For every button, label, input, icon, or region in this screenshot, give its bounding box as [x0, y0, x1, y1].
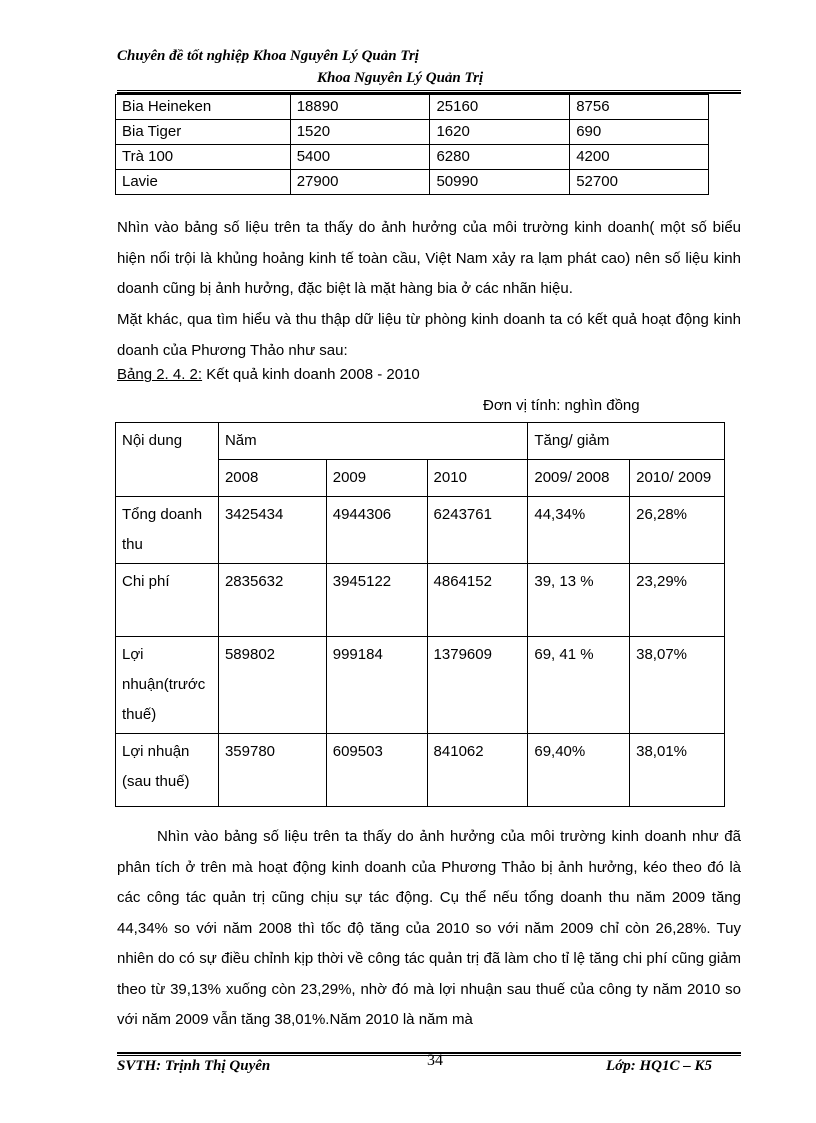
table-cell: 8756	[570, 95, 709, 120]
footer-student: SVTH: Trịnh Thị Quyên	[117, 1058, 271, 1074]
table-cell: 589802	[218, 637, 326, 734]
table-cell: 26,28%	[630, 497, 725, 564]
table-cell: 52700	[570, 170, 709, 195]
table-row	[116, 497, 725, 564]
caption-text: Kết quả kinh doanh 2008 - 2010	[202, 366, 420, 383]
table-cell: 1379609	[427, 637, 528, 734]
table-row	[116, 170, 709, 195]
row-label: Tổng doanh thu	[116, 497, 219, 564]
table-cell: 841062	[427, 734, 528, 807]
table-cell: 5400	[290, 145, 430, 170]
table-cell: 18890	[290, 95, 430, 120]
change-2010-2009: 2010/ 2009	[630, 460, 725, 497]
table-cell: 27900	[290, 170, 430, 195]
row-label: Lợi nhuận (sau thuế)	[116, 734, 219, 807]
table-row	[116, 564, 725, 637]
paragraph-method: Mặt khác, qua tìm hiểu và thu thập dữ liệu từ phòng kinh doanh ta có kết quả hoạt động kinh doanh của Phương Thảo như sau:	[117, 311, 741, 359]
table-cell: 1620	[430, 120, 570, 145]
row-label: Lợi nhuận(trước thuế)	[116, 637, 219, 734]
brand-sales-table	[115, 94, 709, 195]
table-cell: 38,01%	[630, 734, 725, 807]
header-cell-content: Nội dung	[116, 423, 219, 497]
unit-label: Đơn vị tính: nghìn đồng	[483, 397, 640, 414]
table-cell: 690	[570, 120, 709, 145]
table-cell: 999184	[326, 637, 427, 734]
table-row	[116, 120, 709, 145]
table-cell: 25160	[430, 95, 570, 120]
table-cell: 38,07%	[630, 637, 725, 734]
header-cell-change: Tăng/ giảm	[528, 423, 725, 460]
table-cell: Bia Heineken	[116, 95, 291, 120]
table-cell: 1520	[290, 120, 430, 145]
header-cell-year: Năm	[218, 423, 527, 460]
table-cell: 39, 13 %	[528, 564, 630, 637]
year-2009: 2009	[326, 460, 427, 497]
table-cell: 6243761	[427, 497, 528, 564]
table-cell: 50990	[430, 170, 570, 195]
year-2010: 2010	[427, 460, 528, 497]
paragraph-intro: Nhìn vào bảng số liệu trên ta thấy do ảnh hưởng của môi trường kinh doanh( một số biểu hiện nổi trội là khủng hoảng kinh tế toàn cầu, Việt Nam xảy ra lạm phát cao) nên số liệu kinh doanh cũng bị ảnh hưởng, đặc biệt là mặt hàng bia ở các nhãn hiệu.	[117, 219, 741, 297]
table-cell: 4200	[570, 145, 709, 170]
table-cell: 3425434	[218, 497, 326, 564]
change-2009-2008: 2009/ 2008	[528, 460, 630, 497]
table-cell: 609503	[326, 734, 427, 807]
table-caption	[117, 366, 420, 383]
table-cell: 2835632	[218, 564, 326, 637]
header-subtitle: Khoa Nguyên Lý Quản Trị	[317, 70, 484, 86]
footer-class: Lớp: HQ1C – K5	[606, 1058, 712, 1074]
table-cell: 3945122	[326, 564, 427, 637]
header-title: Chuyên đề tốt nghiệp Khoa Nguyên Lý Quản Trị	[117, 48, 419, 64]
table-cell: 6280	[430, 145, 570, 170]
year-2008: 2008	[218, 460, 326, 497]
table-row	[116, 637, 725, 734]
table-cell: Trà 100	[116, 145, 291, 170]
table-row	[116, 95, 709, 120]
table-cell: 23,29%	[630, 564, 725, 637]
caption-label: Bảng 2. 4. 2:	[117, 366, 203, 383]
page-number: 34	[427, 1052, 443, 1069]
business-results-table	[115, 422, 725, 807]
table-row	[116, 423, 725, 460]
table-cell: 69, 41 %	[528, 637, 630, 734]
table-cell: 4864152	[427, 564, 528, 637]
table-cell: Bia Tiger	[116, 120, 291, 145]
table-cell: 69,40%	[528, 734, 630, 807]
table-cell: Lavie	[116, 170, 291, 195]
table-cell: 44,34%	[528, 497, 630, 564]
table-row	[116, 734, 725, 807]
paragraph-analysis: Nhìn vào bảng số liệu trên ta thấy do ảnh hưởng của môi trường kinh doanh như đã phân tích ở trên mà hoạt động kinh doanh của Phương Thảo bị ảnh hưởng, kéo theo đó là các công tác quản trị cũng chịu sự tác động. Cụ thể nếu tổng doanh thu năm 2009 tăng 44,34% so với năm 2008 thì tốc độ tăng của 2010 so với năm 2009 chỉ còn 26,28%. Tuy nhiên do có sự điều chỉnh kịp thời về công tác quản trị đã làm cho tỉ lệ tăng chi phí cũng giảm theo từ 39,13% xuống còn 23,29%, nhờ đó mà lợi nhuận sau thuế của công ty năm 2010 so với năm 2009 vẫn tăng 38,01%.Năm 2010 là năm mà	[117, 828, 741, 1028]
table-cell: 4944306	[326, 497, 427, 564]
table-cell: 359780	[218, 734, 326, 807]
row-label: Chi phí	[116, 564, 219, 637]
table-row	[116, 145, 709, 170]
